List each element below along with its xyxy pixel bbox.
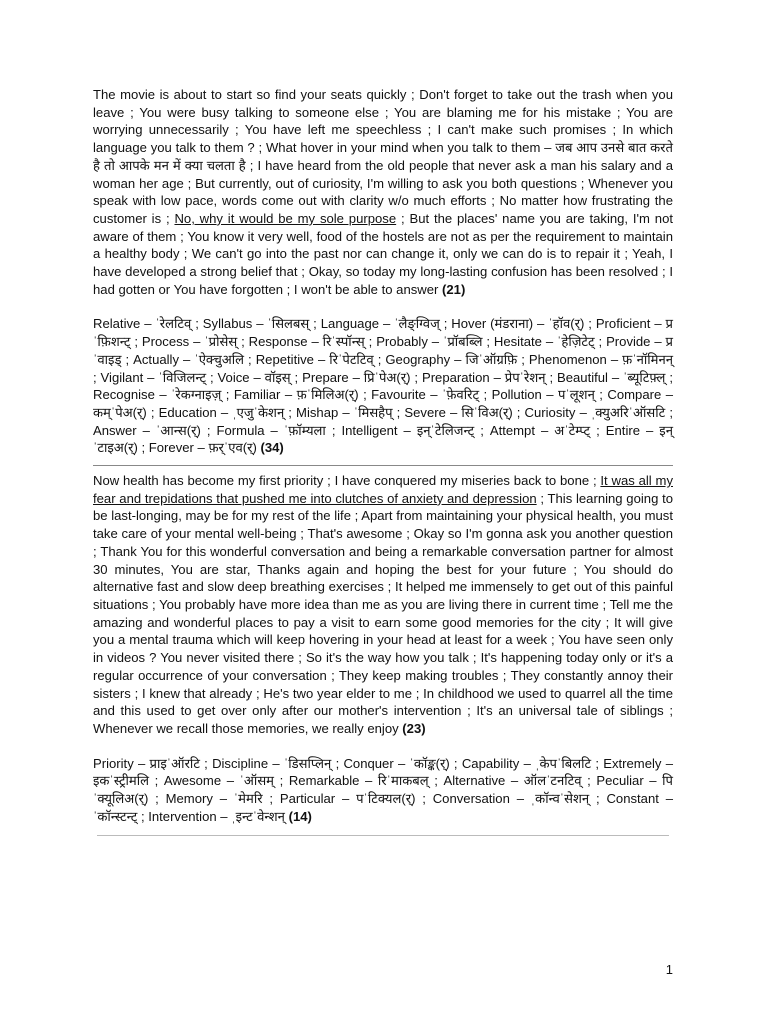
vocabulary-paragraph-1 bbox=[93, 315, 673, 457]
paragraph-2-text-a: Now health has become my first priority ; I have conquered my miseries back to bone ; bbox=[93, 473, 601, 489]
vocabulary-1-count: (34) bbox=[260, 440, 284, 456]
vocabulary-paragraph-2 bbox=[93, 755, 673, 826]
paragraph-2-count: (23) bbox=[402, 720, 426, 736]
vocabulary-2-count: (14) bbox=[288, 808, 312, 824]
paragraph-1-text-b: ; But the places' name you are taking, I'm not aware of them ; You know it very well, food of the hostels are not as per the requirement to maintain a healthy body ; We can't go into the past nor can change it, only we can do is to repair it ; Yeah, I have developed a strong belief that ; Okay, so today my long-lasting confusion has been resolved ; I had gotten or You have forgotten ; I won't be able to answer bbox=[93, 210, 673, 297]
vocabulary-1-text: Relative – ˈरेलटिव् ; Syllabus – ˈसिलबस् ; Language – ˈलैङ्ग्विज् ; Hover (मंडराना) – ˈहॉव(र्) ; Proficient – प्रˈफ़िशन्ट् ; Process – ˈप्रोसेस् ; Response – रिˈस्पॉन्स् ; Probably – ˈप्रॉबब्लि ; Hesitate – ˈहेज़िटेट् ; Provide – प्रˈवाइड् ; Actually – ˈऐक्चुअलि ; Repetitive – रिˈपेटटिव् ; Geography – जिˈऑग्रफ़ि ; Phenomenon – फ़ˈनॉमिनन् ; Vigilant – ˈविजिलन्ट् ; Voice – वॉइस् ; Prepare – प्रिˈपेअ(र्) ; Preparation – प्रेपˈरेशन् ; Beautiful – ˈब्यूटिफ़्ल् ; Recognise – ˈरेकग्नाइज़् ; Familiar – फ़ˈमिलिअ(र्) ; Favourite – ˈफ़ेवरिट् ; Pollution – पˈलूशन् ; Compare – कम्ˈपेअ(र्) ; Education – ˌएजुˈकेशन् ; Mishap – ˈमिसहैप् ; Severe – सिˈविअ(र्) ; Curiosity – ˌक्युअरिˈऑसटि ; Answer – ˈआन्स(र्) ; Formula – ˈफ़ॉम्यला ; Intelligent – इन्ˈटेलिजन्ट् ; Attempt – अˈटेम्प्ट् ; Entire – इन्ˈटाइअ(र्) ; Forever – फ़र्ˈएव(र्) bbox=[93, 316, 673, 456]
page-number: 1 bbox=[665, 962, 673, 977]
sentences-paragraph-2 bbox=[93, 472, 673, 738]
paragraph-1-text-a: The movie is about to start so find your seats quickly ; Don't forget to take out the trash when you leave ; You were busy talking to someone else ; You are blaming me for his mistake ; You are worrying unnecessarily ; You have left me speechless ; I can't make such promises ; In which language you talk to them ? ; What hover in your mind when you talk to them – जब आप उनसे बात करते है तो आपके मन में क्या चलता है ; I have heard from the old people that never ask a man his salary and a woman her age ; But currently, out of curiosity, I'm willing to ask you both questions ; Whenever you speak with low pace, words come out with clarity w/o much efforts ; No matter how frustrating the customer is ; bbox=[93, 87, 673, 226]
paragraph-2-text-b: ; This learning going to be last-longing, may be for my rest of the life ; Apart from maintaining your physical health, you must take care of your mental well-being ; That's awesome ; Okay so I'm gonna ask you another question ; Thank You for this wonderful conversation and being a remarkable conversation partner for almost 30 minutes, You are star, Thanks again and hoping the best for your future ; You should do alternative fast and slow deep breathing exercises ; It helped me immensely to get out of this painful situations ; You probably have more idea than me as you are living there in current time ; Tell me the amazing and wonderful places to pay a visit to earn some good memories for the city ; It will give you a mental trauma which will keep hovering in your head at least for a week ; You have seen only in videos ? You never visited there ; So it's the way how you talk ; It's happening today only or it's a regular occurrence of your conversation ; They keep making troubles ; They constantly annoy their sisters ; I knew that already ; He's two year elder to me ; In childhood we used to quarrel all the time and this used to get over only after our mother's intervention ; It's an universal tale of siblings ; Whenever we recall those memories, we really enjoy bbox=[93, 490, 674, 736]
paragraph-1-count: (21) bbox=[442, 281, 466, 297]
section-divider bbox=[93, 465, 673, 466]
vocabulary-2-text: Priority – प्राइˈऑरटि ; Discipline – ˈडिसप्लिन् ; Conquer – ˈकॉङ्क(र्) ; Capability – ˌकेपˈबिलटि ; Extremely – इकˈस्ट्रीमलि ; Awesome – ˈऑसम् ; Remarkable – रिˈमाकबल् ; Alternative – ऑलˈटनटिव् ; Peculiar – पिˈक्यूलिअ(र्) ; Memory – ˈमेमरि ; Particular – पˈटिक्यल(र्) ; Conversation – ˌकॉन्वˈसेशन् ; Constant – ˈकॉन्स्टन्ट् ; Intervention – ˌइन्टˈवेन्शन् bbox=[93, 755, 673, 824]
bottom-divider bbox=[97, 835, 669, 836]
document-page bbox=[93, 86, 673, 836]
paragraph-1-underlined-phrase: No, why it would be my sole purpose bbox=[174, 210, 397, 226]
paragraph-2-underlined-phrase: It was all my fear and trepidations that pushed me into clutches of anxiety and depression bbox=[93, 473, 673, 506]
sentences-paragraph-1 bbox=[93, 86, 673, 298]
